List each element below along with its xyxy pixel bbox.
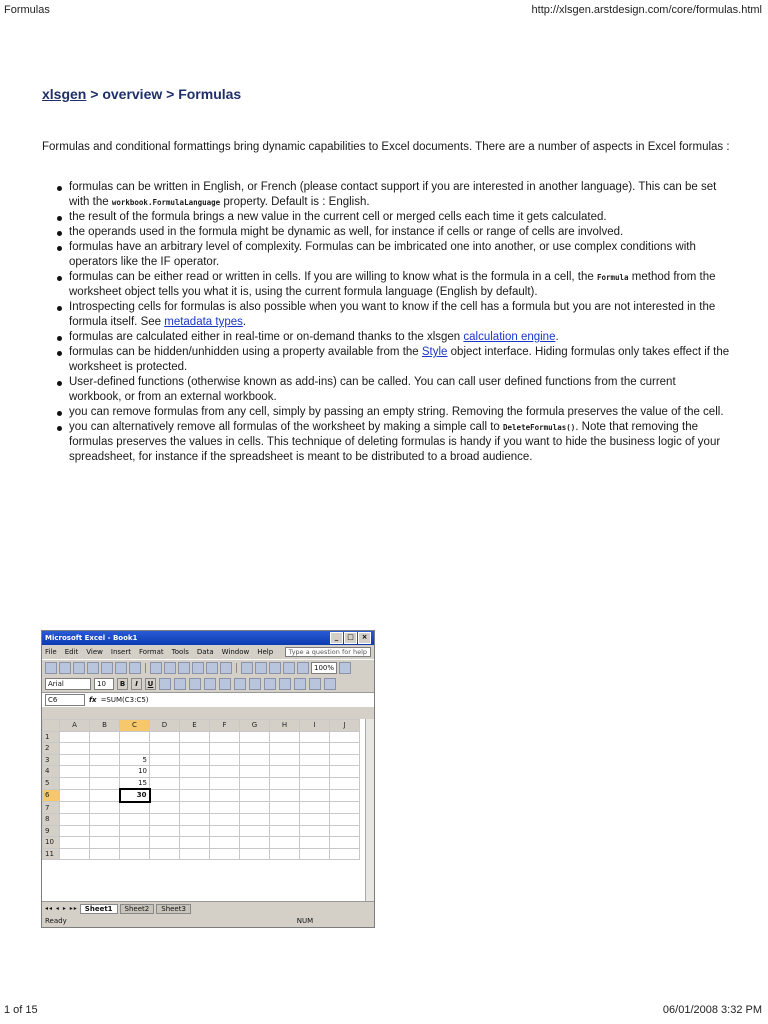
menu-help: Help [257, 648, 274, 656]
list-item [56, 270, 730, 300]
menu-file: File [45, 648, 57, 656]
excel-menu-bar [42, 645, 374, 659]
paste-icon [178, 662, 190, 674]
text: formulas can be written in English, or French (please contact support if you are interested in another language). This can be set with the [69, 181, 717, 208]
column-header: I [300, 720, 330, 732]
redo-icon [220, 662, 232, 674]
column-header: B [90, 720, 120, 732]
code-formula-language: workbook.FormulaLanguage [111, 198, 221, 207]
menu-data: Data [196, 648, 214, 656]
excel-formula-bar [42, 692, 374, 707]
text: . [555, 331, 559, 343]
text: object interface. Hiding formulas only takes effect if the worksheet is protected. [69, 346, 730, 373]
column-header-row [43, 720, 360, 732]
column-header: D [150, 720, 180, 732]
align-right-icon [189, 678, 201, 690]
code-formula: Formula [596, 273, 629, 282]
list-item: the operands used in the formula might be dynamic as well, for instance if cells or range of cells are involved. [56, 225, 730, 240]
table-row [43, 802, 360, 814]
print-datetime: 06/01/2008 3:32 PM [662, 1004, 762, 1016]
text: property. Default is : English. [220, 196, 370, 208]
table-row [43, 777, 360, 789]
spelling-icon [129, 662, 141, 674]
column-header: A [60, 720, 90, 732]
text: Introspecting cells for formulas is also possible when you want to know if the cell has a formula but you are not interested in the formula itself. See [69, 301, 716, 328]
fill-color-icon [309, 678, 321, 690]
table-row [43, 731, 360, 743]
column-header: F [210, 720, 240, 732]
print-header-title: Formulas [4, 4, 50, 16]
row-header: 8 [43, 814, 60, 826]
help-icon [339, 662, 351, 674]
cell-c6-active: 30 [120, 789, 150, 802]
row-header: 3 [43, 754, 60, 766]
cut-icon [150, 662, 162, 674]
fx-icon: fx [89, 696, 97, 704]
borders-icon [294, 678, 306, 690]
row-header: 4 [43, 766, 60, 778]
list-item [56, 345, 730, 375]
menu-edit: Edit [64, 648, 79, 656]
table-row [43, 814, 360, 826]
open-icon [59, 662, 71, 674]
table-row [43, 825, 360, 837]
align-center-icon [174, 678, 186, 690]
excel-window-title: Microsoft Excel - Book1 [45, 634, 138, 642]
hyperlink-icon [241, 662, 253, 674]
formula-text: =SUM(C3:C5) [100, 696, 149, 704]
table-row [43, 743, 360, 755]
excel-title-bar [42, 631, 374, 645]
intro-paragraph: Formulas and conditional formattings bring dynamic capabilities to Excel documents. There are a number of aspects in Excel formulas : [42, 141, 730, 153]
autosum-icon [255, 662, 267, 674]
undo-icon [206, 662, 218, 674]
menu-insert: Insert [110, 648, 131, 656]
sheet-tab-sheet2: Sheet2 [120, 904, 155, 914]
font-size-box: 10 [94, 678, 114, 690]
status-ready: Ready [45, 917, 67, 925]
decrease-decimal-icon [264, 678, 276, 690]
list-item [56, 330, 730, 345]
list-item: the result of the formula brings a new value in the current cell or merged cells each time it gets calculated. [56, 210, 730, 225]
format-painter-icon [192, 662, 204, 674]
text: . [242, 316, 247, 328]
text: formulas are calculated either in real-time or on-demand thanks to the xlsgen [69, 331, 464, 343]
permission-icon [87, 662, 99, 674]
sort-ascending-icon [269, 662, 281, 674]
style-link[interactable]: Style [421, 346, 448, 358]
sheet-tabs-bar [42, 901, 374, 915]
menu-format: Format [138, 648, 164, 656]
status-num: NUM [296, 917, 314, 925]
excel-screenshot [41, 630, 375, 928]
print-footer [4, 1004, 762, 1016]
text: formulas can be hidden/unhidden using a property available from the [69, 346, 422, 358]
table-row [43, 848, 360, 860]
list-item [56, 300, 730, 330]
print-header [4, 4, 762, 16]
breadcrumb-rest: > overview > Formulas [86, 86, 242, 102]
code-delete-formulas: DeleteFormulas() [503, 423, 576, 432]
aspects-list [56, 180, 730, 465]
name-box: C6 [45, 694, 85, 706]
row-header: 9 [43, 825, 60, 837]
corner-cell [43, 720, 60, 732]
metadata-types-link[interactable]: metadata types [164, 316, 243, 328]
help-question-box: Type a question for help [285, 647, 371, 657]
cell-c3: 5 [120, 754, 150, 766]
font-color-icon [324, 678, 336, 690]
percent-icon [234, 678, 246, 690]
print-icon [101, 662, 113, 674]
save-icon [73, 662, 85, 674]
breadcrumb [42, 86, 241, 102]
align-left-icon [159, 678, 171, 690]
font-name-box: Arial [45, 678, 91, 690]
chart-wizard-icon [297, 662, 309, 674]
list-item: User-defined functions (otherwise known as add-ins) can be called. You can call user defined functions from the current workbook, or from an external workbook. [56, 375, 730, 405]
text: you can alternatively remove all formulas of the worksheet by making a simple call to [69, 421, 504, 433]
increase-decimal-icon [249, 678, 261, 690]
text: formulas can be either read or written in cells. If you are willing to know what is the formula in a cell, the [69, 271, 597, 283]
row-header: 1 [43, 731, 60, 743]
list-item: formulas have an arbitrary level of complexity. Formulas can be imbricated one into another, or use complex conditions with operators like the IF operator. [56, 240, 730, 270]
excel-status-bar [42, 915, 374, 927]
underline-button: U [145, 678, 156, 690]
row-header: 7 [43, 802, 60, 814]
excel-standard-toolbar [42, 659, 374, 676]
indent-icon [279, 678, 291, 690]
row-header-selected: 6 [43, 789, 60, 802]
toolbar-separator [236, 663, 237, 673]
maximize-icon: □ [344, 632, 357, 644]
page-number: 1 of 15 [4, 1004, 38, 1016]
excel-formatting-toolbar [42, 676, 374, 692]
text: method from the worksheet object tells you what it is, using the current formula language (English by default). [69, 271, 716, 298]
column-header: H [270, 720, 300, 732]
breadcrumb-xlsgen-link[interactable]: xlsgen [42, 86, 87, 102]
row-header: 2 [43, 743, 60, 755]
toolbar-separator [145, 663, 146, 673]
column-header: G [240, 720, 270, 732]
sheet-tab-sheet3: Sheet3 [156, 904, 191, 914]
row-header: 10 [43, 837, 60, 849]
text: . Note that removing the formulas preserves the values in cells. This technique of deleting formulas is handy if you want to hide the business logic of your spreadsheet, for instance if the spreadsheet is meant to be distributed to a broad audience. [69, 421, 721, 463]
cell-c5: 15 [120, 777, 150, 789]
vertical-scrollbar [365, 719, 374, 901]
column-header-selected: C [120, 720, 150, 732]
minimize-icon: _ [330, 632, 343, 644]
menu-tools: Tools [171, 648, 189, 656]
column-header: E [180, 720, 210, 732]
list-item [56, 180, 730, 210]
row-header: 5 [43, 777, 60, 789]
new-icon [45, 662, 57, 674]
list-item: you can remove formulas from any cell, simply by passing an empty string. Removing the formula preserves the value of the cell. [56, 405, 730, 420]
print-header-url: http://xlsgen.arstdesign.com/core/formulas.html [531, 4, 762, 16]
column-header: J [330, 720, 360, 732]
table-row [43, 837, 360, 849]
table-row [43, 766, 360, 778]
list-item [56, 420, 730, 465]
table-row [43, 789, 360, 802]
italic-button: I [131, 678, 142, 690]
zoom-box: 100% [311, 662, 337, 674]
menu-view: View [86, 648, 103, 656]
sheet-nav-icon: ◂◂ ◂ ▸ ▸▸ [45, 905, 78, 912]
bold-button: B [117, 678, 128, 690]
calculation-engine-link[interactable]: calculation engine [463, 331, 556, 343]
merge-center-icon [204, 678, 216, 690]
sheet-tab-sheet1: Sheet1 [80, 904, 118, 914]
close-icon: × [358, 632, 371, 644]
menu-window: Window [221, 648, 250, 656]
excel-grid [42, 719, 366, 901]
sort-descending-icon [283, 662, 295, 674]
row-header: 11 [43, 848, 60, 860]
table-row [43, 754, 360, 766]
print-preview-icon [115, 662, 127, 674]
currency-icon [219, 678, 231, 690]
copy-icon [164, 662, 176, 674]
cell-c4: 10 [120, 766, 150, 778]
excel-cell-table [42, 719, 360, 860]
